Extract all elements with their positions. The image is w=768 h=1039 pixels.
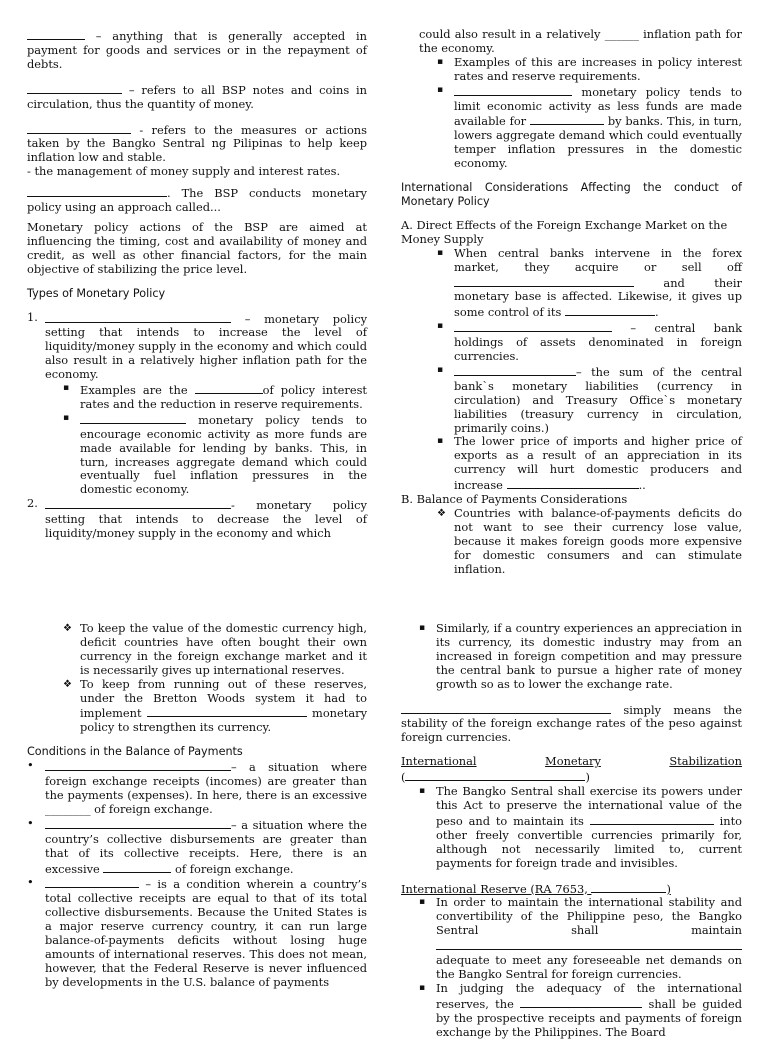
type-item-2-number: 2. [27,496,38,511]
section-a-bullet-3: ▪ – the sum of the central bank`s monetary liabilities (currency in circulation) and Treasury Office`s monetary liabilities (treasury currency in circulation, primarily coins.) [437,364,742,435]
type-item-2-bullet-1: ▪ Examples of this are increases in policy interest rates and reserve requirements. [437,54,742,83]
ir-bullet-1: ▪ In order to maintain the international stability and convertibility of the Philippine peso, the Bangko Sentral shall maintain adequate to meet any foreseeable net demands on the Bangko Sentral for foreign currencies. [419,895,742,981]
square-bullet-icon: ▪ [419,897,426,908]
heading-types-of-monetary-policy: Types of Monetary Policy [27,286,166,300]
heading-international-reserve: International Reserve (RA 7653, ) [401,881,671,896]
right-column-bottom [401,622,742,1039]
stability-definition: simply means the stability of the foreign exchange rates of the peso against foreign currencies. [401,702,742,745]
ims-bullet-1: ▪ The Bangko Sentral shall exercise its powers under this Act to preserve the international value of the peso and to maintain its into other freely convertible currencies primarily for, although not necessarily limited to, current payments for foreign trade and invisibles. [419,784,743,870]
type-item-2-text: - monetary policy setting that intends to decrease the level of liquidity/money supply in the economy and which [45,498,367,541]
type-item-1-text: – monetary policy setting that intends to increase the level of liquidity/money supply in the economy and which could also result in a relatively higher inflation path for the economy. [45,311,368,382]
square-bullet-icon: ▪ [437,247,444,258]
round-bullet-icon: • [27,875,34,890]
section-b-heading: B. Balance of Payments Considerations [401,492,628,507]
type-item-1-bullet-1: ▪ Examples are the of policy interest rates and the reduction in reserve requirements. [63,383,367,411]
right-column-top [401,28,742,577]
heading-conditions-bop: Conditions in the Balance of Payments [27,745,243,759]
section-a-bullet-4: ▪ The lower price of imports and higher price of exports as a result of an appreciation in its currency will hurt domestic producers and increase .. [437,434,742,493]
heading-international-considerations: International Considerations Affecting the conduct of Monetary Policy [401,181,742,208]
round-bullet-icon: • [27,758,34,773]
square-bullet-icon: ▪ [437,321,444,332]
left-column-bottom [27,622,367,990]
square-bullet-icon: ▪ [419,982,426,993]
appreciation-bullet: ▪ Similarly, if a country experiences an appreciation in its currency, its domestic industry may from an increased in foreign competition and may pressure the central bank to pursue a higher rate of money growth so as to lower the exchange rate. [419,621,742,691]
ir-bullet-2: ▪ In judging the adequacy of the international reserves, the shall be guided by the prospective receipts and payments of foreign exchange by the Philippines. The Board [419,980,743,1039]
square-bullet-icon: ▪ [63,383,70,394]
deficit-bullet-1: ❖ To keep the value of the domestic currency high, deficit countries have often bought their own currency in the foreign exchange market and it is necessarily gives up international reserves. [63,621,367,677]
round-bullet-icon: • [27,815,34,830]
condition-equilibrium: • – is a condition wherein a country’s total collective receipts are equal to that of its total collective disbursements. Because the United States is a major reserve currency country, it can run large balance-of-payments deficits without losing huge amounts of international reserves. This does not mean, however, that the Federal Reserve is never influenced by developments in the U.S. balance of payments [27,875,367,989]
type-item-2-bullet-2: ▪ monetary policy tends to limit economic activity as less funds are made available for by banks. This, in turn, lowers aggregate demand which could eventually temper inflation pressures in the domestic economy. [437,84,742,171]
section-a-bullet-2: ▪ – central bank holdings of assets denominated in foreign currencies. [437,321,742,364]
condition-surplus: • – a situation where foreign exchange receipts (incomes) are greater than the payments (expenses). In here, there is an excessive ________ of foreign exchange. [27,758,367,816]
monetary-policy-definition-2: - the management of money supply and interest rates. [27,164,341,179]
deficit-bullet-2: ❖ To keep from running out of these reserves, under the Bretton Woods system it had to implement monetary policy to strengthen its currency. [63,676,367,735]
type-item-2-continued: could also result in a relatively ______ inflation path for the economy. [419,27,742,55]
heading-ims-parenthetical: ( ) [401,770,590,785]
square-bullet-icon: ▪ [437,364,444,375]
section-a-heading: A. Direct Effects of the Foreign Exchange Market on the Money Supply [401,217,728,246]
square-bullet-icon: ▪ [437,84,444,95]
square-bullet-icon: ▪ [419,623,426,633]
heading-international-monetary-stabilization: International Monetary Stabilization [401,754,742,769]
square-bullet-icon: ▪ [437,436,444,447]
square-bullet-icon: ▪ [63,412,70,423]
monetary-policy-definition: - refers to the measures or actions taken by the Bangko Sentral ng Pilipinas to help keep inflation low and stable. [27,122,367,165]
section-a-bullet-1: ▪ When central banks intervene in the forex market, they acquire or sell off and their monetary base is affected. Likewise, it gives up some control of its . [437,245,742,320]
diamond-bullet-icon: ❖ [63,678,72,690]
type-item-2 [27,497,367,541]
type-item-1 [27,311,367,498]
condition-deficit: • – a situation where the country’s collective disbursements are greater than that of its collective receipts. Here, there is an excessive of foreign exchange. [27,815,367,876]
type-item-1-bullet-2: ▪ monetary policy tends to encourage economic activity as more funds are made available for lending by banks. This, in turn, increases aggregate demand which could eventually fuel inflation pressures in the domestic economy. [63,412,367,497]
diamond-bullet-icon: ❖ [437,508,446,519]
monetary-policy-actions: Monetary policy actions of the BSP are aimed at influencing the timing, cost and availability of money and credit, as well as other financial factors, for the main objective of stabilizing the price level. [27,219,367,276]
type-item-1-number: 1. [27,309,38,324]
diamond-bullet-icon: ❖ [63,623,72,634]
square-bullet-icon: ▪ [437,56,444,67]
section-b-bullet-1: ❖ Countries with balance-of-payments deficits do not want to see their currency lose value, because it makes foreign goods more expensive for domestic consumers and can stimulate inflation. [437,506,742,576]
bsp-approach: . The BSP conducts monetary policy using an approach called... [27,186,367,215]
money-definition: – anything that is generally accepted in payment for goods and services or in the repayment of debts. [27,29,367,71]
left-column-top [27,28,367,541]
square-bullet-icon: ▪ [419,786,426,797]
money-supply-definition: – refers to all BSP notes and coins in circulation, thus the quantity of money. [27,82,367,111]
